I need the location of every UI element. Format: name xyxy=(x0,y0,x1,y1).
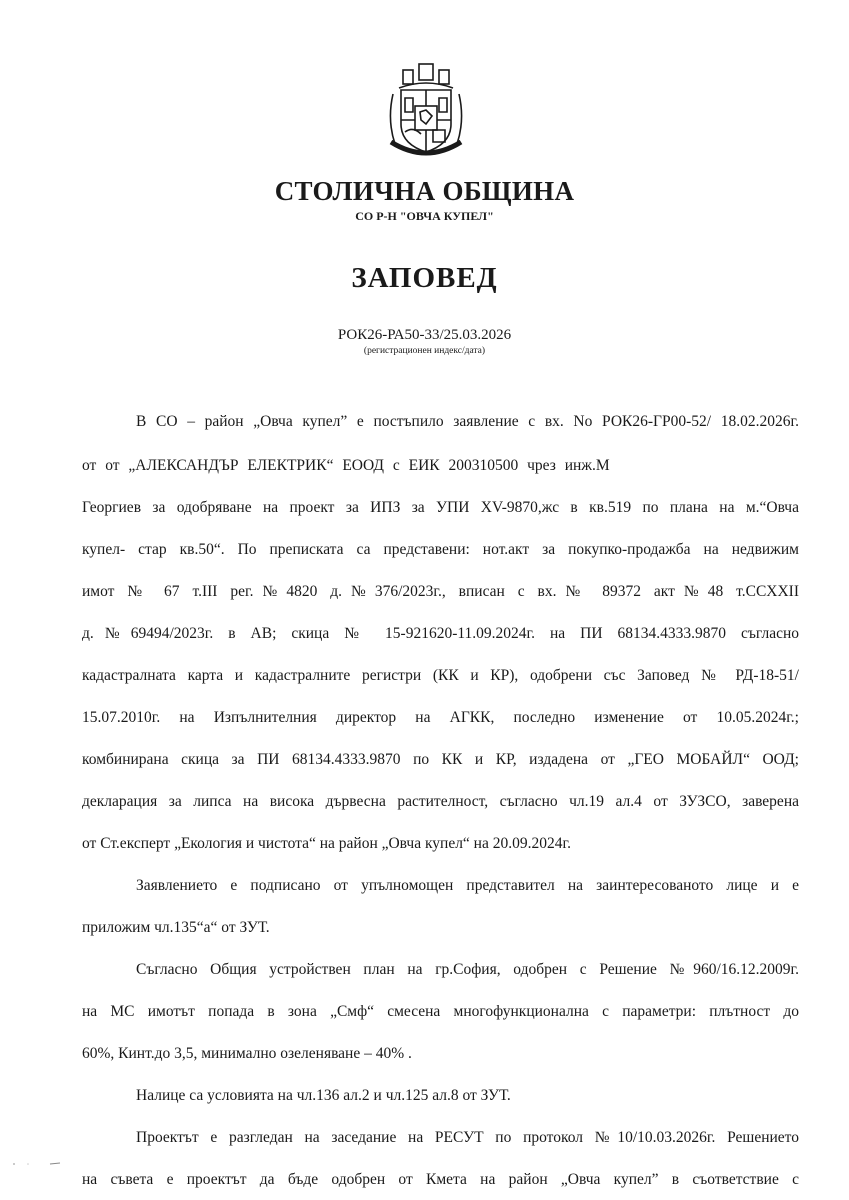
body-line: 60%, Кинт.до 3,5, минимално озеленяване – 40% . xyxy=(82,1045,412,1062)
body-line: на МС имотът попада в зона „Смф“ смесена многофункционална с параметри: плътност до xyxy=(82,1003,799,1020)
body-line: Заявлението е подписано от упълномощен представител на заинтересованото лице и е xyxy=(136,877,799,894)
district-name: СО Р-Н "ОВЧА КУПЕЛ" xyxy=(355,209,494,223)
body-line: декларация за липса на висока дървесна растителност, съгласно чл.19 ал.4 от ЗУЗСО, заверена xyxy=(82,793,799,810)
body-line: кадастралната карта и кадастралните регистри (КК и КР), одобрени със Заповед № РД-18-51/ xyxy=(82,667,799,684)
registration-note: (регистрационен индекс/дата) xyxy=(363,346,486,356)
body-line: комбинирана скица за ПИ 68134.4333.9870 по КК и КР, издадена от „ГЕО МОБАЙЛ“ ООД; xyxy=(82,751,799,768)
body-line: на съвета е проектът да бъде одобрен от Кмета на район „Овча купел” в съответствие с xyxy=(82,1171,799,1188)
organization-name: СТОЛИЧНА ОБЩИНА xyxy=(274,176,575,206)
body-line: 15.07.2010г. на Изпълнителния директор на АГКК, последно изменение от 10.05.2024г.; xyxy=(82,709,799,726)
document-title: ЗАПОВЕД xyxy=(351,262,498,294)
body-line: приложим чл.135“а“ от ЗУТ. xyxy=(82,919,270,936)
coat-of-arms-icon xyxy=(385,60,467,164)
body-line: д.№69494/2023г. в АВ; скица № 15-921620-11.09.2024г. на ПИ 68134.4333.9870 съгласно xyxy=(82,625,799,642)
registration-index: РОК26-РА50-33/25.03.2026 xyxy=(337,327,512,343)
body-line: Проектът е разгледан на заседание на РЕСУТ по протокол №10/10.03.2026г. Решението xyxy=(136,1129,799,1146)
scan-artifact-icon xyxy=(10,1160,70,1166)
body-line: Налице са условията на чл.136 ал.2 и чл.125 ал.8 от ЗУТ. xyxy=(136,1087,511,1104)
body-line: имот № 67 т.III рег.№4820 д.№376/2023г., вписан с вх.№ 89372 акт№48 т.CCXXII xyxy=(82,583,799,600)
body-line: от Ст.експерт „Екология и чистота“ на район „Овча купел“ на 20.09.2024г. xyxy=(82,835,571,852)
body-line: от от „АЛЕКСАНДЪР ЕЛЕКТРИК“ ЕООД с ЕИК 200310500 чрез инж.М xyxy=(82,457,610,474)
body-line: Георгиев за одобряване на проект за ИПЗ за УПИ XV-9870,жс в кв.519 по плана на м.“Овча xyxy=(82,499,799,516)
body-line: Съгласно Общия устройствен план на гр.София, одобрен с Решение №960/16.12.2009г. xyxy=(136,961,799,978)
body-line: В СО – район „Овча купел” е постъпило заявление с вх. No РОК26-ГР00-52/ 18.02.2026г. xyxy=(136,413,799,430)
body-line: купел- стар кв.50“. По преписката са представени: нот.акт за покупко-продажба на недвижим xyxy=(82,541,799,558)
